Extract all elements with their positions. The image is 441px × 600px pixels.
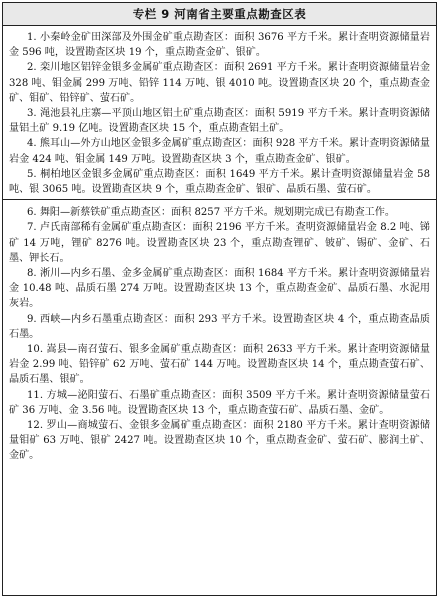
section-2 — [3, 199, 436, 465]
list-item: 6. 舞阳—新蔡铁矿重点勘查区：面积 8257 平方千米。规划期完成已有勘查工作。 — [27, 207, 395, 219]
list-item: 3. 渑池县礼庄寨—平顶山地区铝土矿重点勘查区：面积 5919 平方千米。累计查明资源储量铝土矿 9.19 亿吨。设置勘查区块 15 个，重点勘查铝土矿。 — [9, 108, 430, 135]
list-item: 10. 嵩县—南召萤石、银多金属矿重点勘查区：面积 2633 平方千米。累计查明资源储量岩金 2.99 吨、铅锌矿 62 万吨、萤石矿 144 万吨。设置勘查区块 14 个，重点勘查萤石矿、晶质石墨、银矿。 — [9, 344, 430, 386]
list-item: 2. 栾川地区铝锌金银多金属矿重点勘查区：面积 2691 平方千米。累计查明资源储量岩金 328 吨、钼金属 299 万吨、铅锌 114 万吨、银 4010 吨。设置勘查区块 20 个，重点勘查金矿、钼矿、铅锌矿、萤石矿。 — [9, 62, 430, 104]
document-frame — [2, 2, 437, 596]
list-item: 9. 西峡—内乡石墨重点勘查区：面积 293 平方千米。设置勘查区块 4 个，重点勘查晶质石墨。 — [9, 313, 430, 340]
list-item: 8. 淅川—内乡石墨、金多金属矿重点勘查区：面积 1684 平方千米。累计查明资源储量岩金 10.48 吨、晶质石墨 274 万吨。设置勘查区块 13 个，重点勘查金矿、晶质石墨、水泥用灰岩。 — [9, 268, 430, 310]
list-item: 1. 小秦岭金矿田深部及外围金矿重点勘查区：面积 3676 平方千米。累计查明资源储量岩金 596 吨，设置勘查区块 19 个，重点勘查金矿、银矿。 — [9, 32, 430, 59]
section-1 — [3, 26, 436, 199]
list-item: 12. 罗山—商城萤石、金银多金属矿重点勘查区：面积 2180 平方千米。累计查明资源储量钼矿 63 万吨、银矿 2427 吨。设置勘查区块 10 个，重点勘查金矿、萤石矿、膨润土矿、金矿。 — [9, 420, 430, 462]
list-item: 5. 桐柏地区金银多金属矿重点勘查区：面积 1649 平方千米。累计查明资源储量岩金 58 吨、银 3065 吨。设置勘查区块 9 个，重点勘查金矿、银矿、晶质石墨、萤石矿。 — [9, 168, 430, 196]
list-item: 11. 方城—泌阳萤石、石墨矿重点勘查区：面积 3509 平方千米。累计查明资源储量萤石矿 36 万吨、金 3.56 吨。设置勘查区块 13 个，重点勘查萤石矿、晶质石墨、金矿。 — [9, 389, 430, 416]
list-item: 7. 卢氏南部稀有金属矿重点勘查区：面积 2196 平方千米。查明资源储量岩金 8.2 吨、锑矿 14 万吨，锂矿 8276 吨。设置勘查区块 23 个，重点勘查锂矿、铍矿、锡矿、金矿、石墨、钾长石。 — [9, 222, 430, 264]
page-title: 专栏 9 河南省主要重点勘查区表 — [3, 3, 436, 26]
list-item: 4. 熊耳山—外方山地区金银多金属矿重点勘查区：面积 928 平方千米。累计查明资源储量岩金 424 吨、钼金属 149 万吨。设置勘查区块 3 个，重点勘查金矿、银矿。 — [9, 138, 430, 165]
